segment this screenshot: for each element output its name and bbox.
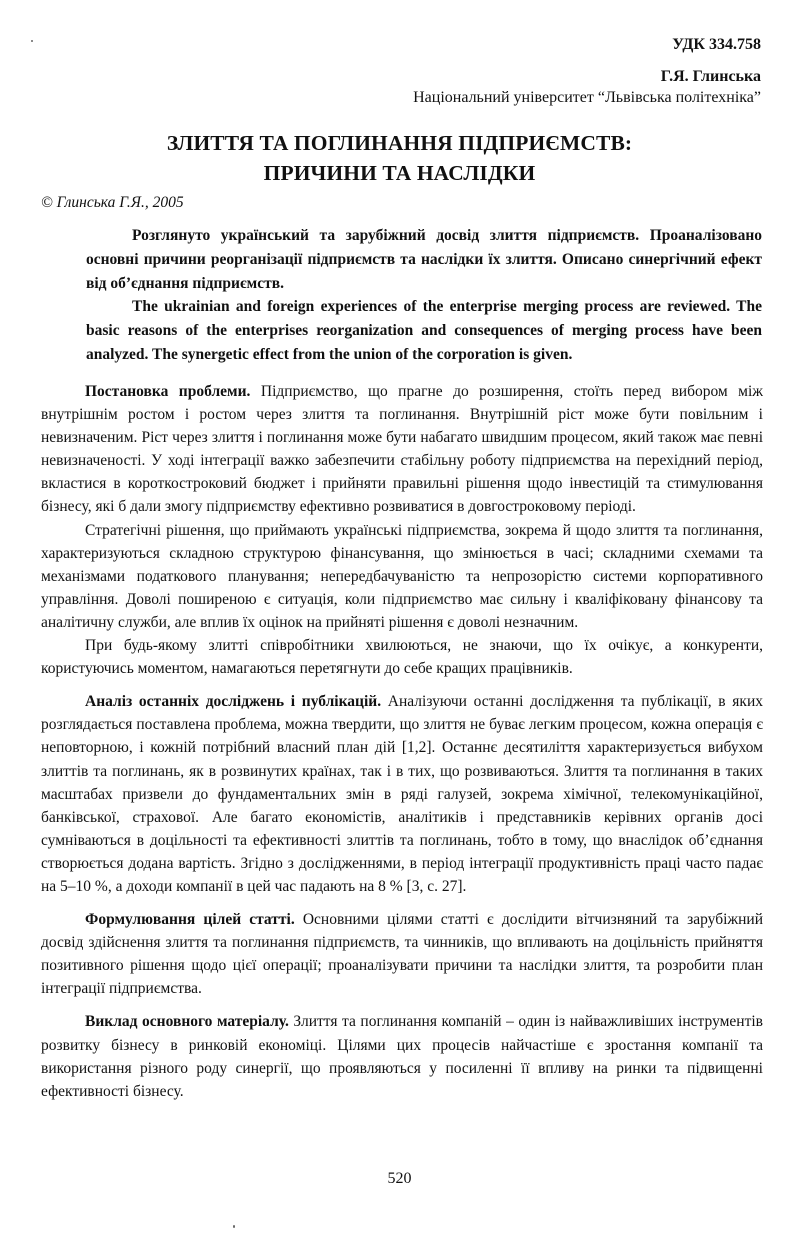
scan-speck [233, 1225, 235, 1228]
section-analysis [41, 690, 763, 898]
article-body [41, 380, 763, 1103]
paragraph-text: Злиття та поглинання компаній – один із найважливіших інструментів розвитку бізнесу в ринковій економіці. Цілями цих процесів найчастіше є зростання компанії та використання різного роду синергії, що проявляються у посиленні її впливу на ринки та підвищенні ефективності бізнесу. [41, 1013, 763, 1100]
paragraph: При будь-якому злитті співробітники хвилюються, не знаючи, що їх очікує, а конкуренти, користуючись моментом, намагаються перетягнути до себе кращих працівників. [41, 637, 763, 678]
scan-speck [31, 40, 33, 42]
section-heading: Аналіз останніх досліджень і публікацій. [85, 693, 382, 711]
paragraph-text: Аналізуючи останні дослідження та публікації, в яких розглядається поставлена проблема, можна твердити, що злиття не буває легким процесом, кожна операція є неповторною, і кожній потрібний власний план дій [1,2]. Останнє десятиліття характеризується вибухом злиттів та поглинань, як в розвинутих країнах, так і в тих, що розвиваються. Злиття та поглинання в таких масштабах призвели до фундаментальних змін в ряді галузей, зокрема хімічної, телекомунікаційної, банківської, страхової. Але багато економістів, аналітиків і представників керівних органів досі сумніваються в доцільності та ефективності злиттів та поглинань, тобто в тому, що внаслідок об’єднання створюється додана вартість. Згідно з дослідженнями, в період інтеграції продуктивність праці часто падає на 5–10 %, а доходи компанії в цей час падають на 8 % [3, с. 27]. [41, 693, 763, 895]
author-affiliation: Національний університет “Львівська політехніка” [413, 89, 761, 106]
page-number: 520 [387, 1170, 412, 1187]
section-heading: Формулювання цілей статті. [85, 911, 295, 929]
abstract-english: The ukrainian and foreign experiences of the enterprise merging process are reviewed. The basic reasons of the enterprises reorganization and consequences of merging process have been analyzed. The synergetic effect from the union of the corporation is given. [86, 298, 762, 363]
title-line-2: ПРИЧИНИ ТА НАСЛІДКИ [263, 161, 536, 185]
paragraph-text: Підприємство, що прагне до розширення, стоїть перед вибором між внутрішнім ростом і ростом через злиття та поглинання. Внутрішній ріст може бути повільним і невизначеним. Ріст через злиття і поглинання може бути набагато швидшим процесом, який також має певні невизначеності. У ході інтеграції важко забезпечити стабільну роботу підприємства на перехідний період, вкластися в короткостроковий бюджет і прийняти правильні рішення щодо інвестицій та стимулювання бізнесу, які б дали змогу підприємству ефективно розвиватися в довгостроковому періоді. [41, 383, 763, 516]
author-name: Г.Я. Глинська [660, 68, 761, 85]
abstract-ukrainian: Розглянуто український та зарубіжний досвід злиття підприємств. Проаналізовано основні причини реорганізації підприємств та наслідки їх злиття. Описано синергічний ефект від об’єднання підприємств. [86, 227, 762, 292]
title-line-1: ЗЛИТТЯ ТА ПОГЛИНАННЯ ПІДПРИЄМСТВ: [166, 131, 633, 155]
section-goals [41, 908, 763, 1000]
section-main-material [41, 1010, 763, 1102]
udc-code: УДК 334.758 [672, 36, 761, 53]
article-title [0, 128, 799, 188]
section-heading: Постановка проблеми. [85, 383, 251, 400]
paragraph-text: Основними цілями статті є дослідити вітчизняний та зарубіжний досвід здійснення злиття та поглинання підприємств, та чинників, що впливають на доцільність прийняття позитивного рішення щодо цієї операції; проаналізувати причини та наслідки злиття, та розробити план інтеграції підприємства. [41, 911, 764, 998]
paragraph: Стратегічні рішення, що приймають українські підприємства, зокрема й щодо злиття та поглинання, характеризуються складною структурою фінансування, що змінюється в часі; складними схемами та механізмами податкового планування; непередбачуваністю та непрозорістю системи корпоративного управління. Доволі поширеною є ситуація, коли підприємство має сильну і кваліфіковану фінансову та аналітичну служби, але вплив їх оцінок на прийняті рішення є доволі незначним. [41, 521, 763, 631]
section-heading: Виклад основного матеріалу. [85, 1013, 289, 1031]
copyright-notice: © Глинська Г.Я., 2005 [41, 194, 184, 211]
section-problem [41, 380, 763, 519]
